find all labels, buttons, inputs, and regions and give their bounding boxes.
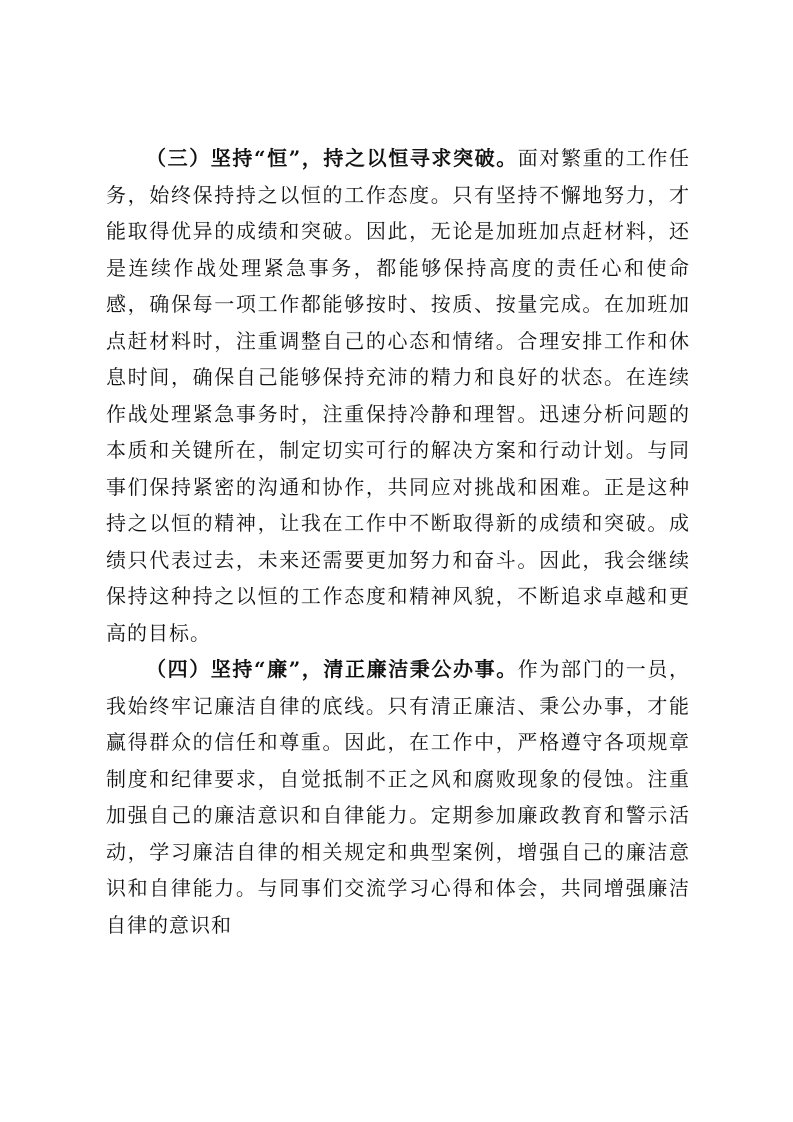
paragraph-three-heading: （三）坚持“恒”，持之以恒寻求突破。 [146, 146, 518, 170]
paragraph-four-body: 作为部门的一员，我始终牢记廉洁自律的底线。只有清正廉洁、秉公办事，才能赢得群众的信任和尊重。因此，在工作中，严格遵守各项规章制度和纪律要求，自觉抵制不正之风和腐败现象的侵蚀。注重加强自己的廉洁意识和自律能力。定期参加廉政教育和警示活动，学习廉洁自律的相关规定和典型案例，增强自己的廉洁意识和自律能力。与同事们交流学习心得和体会，共同增强廉洁自律的意识和 [106, 657, 690, 937]
document-body [106, 140, 690, 943]
paragraph-three-body: 面对繁重的工作任务，始终保持持之以恒的工作态度。只有坚持不懈地努力，才能取得优异的成绩和突破。因此，无论是加班加点赶材料，还是连续作战处理紧急事务，都能够保持高度的责任心和使命感，确保每一项工作都能够按时、按质、按量完成。在加班加点赶材料时，注重调整自己的心态和情绪。合理安排工作和休息时间，确保自己能够保持充沛的精力和良好的状态。在连续作战处理紧急事务时，注重保持冷静和理智。迅速分析问题的本质和关键所在，制定切实可行的解决方案和行动计划。与同事们保持紧密的沟通和协作，共同应对挑战和困难。正是这种持之以恒的精神，让我在工作中不断取得新的成绩和突破。成绩只代表过去，未来还需要更加努力和奋斗。因此，我会继续保持这种持之以恒的工作态度和精神风貌，不断追求卓越和更高的目标。 [106, 146, 690, 645]
paragraph-three [106, 140, 690, 651]
paragraph-four [106, 651, 690, 943]
paragraph-four-heading: （四）坚持“廉”，清正廉洁秉公办事。 [146, 657, 518, 681]
